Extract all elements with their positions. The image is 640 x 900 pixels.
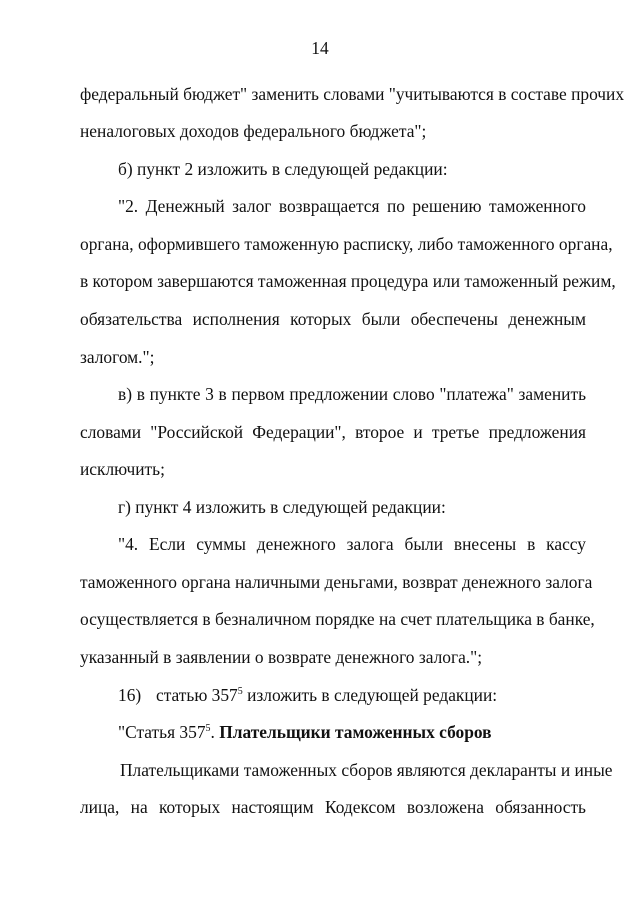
text-line: указанный в заявлении о возврате денежного залога.";	[80, 647, 483, 667]
text-line: словами "Российской Федерации", второе и третье предложения	[80, 422, 586, 442]
superscript: 5	[237, 686, 243, 697]
text-line: таможенного органа наличными деньгами, возврат денежного залога	[80, 572, 593, 592]
text-line: г) пункт 4 изложить в следующей редакции:	[118, 497, 446, 517]
text-line: залогом.";	[80, 347, 155, 367]
text-line: федеральный бюджет" заменить словами "учитываются в составе прочих	[80, 84, 625, 104]
text-line: в) в пункте 3 в первом предложении слово "платежа" заменить	[118, 384, 586, 404]
text-line: неналоговых доходов федерального бюджета";	[80, 121, 427, 141]
article-heading	[118, 722, 586, 742]
text-fragment: "Статья 357	[118, 722, 206, 742]
text-line: органа, оформившего таможенную расписку, либо таможенного органа,	[80, 234, 613, 254]
text-line: исключить;	[80, 459, 165, 479]
text-line	[118, 685, 586, 705]
text-fragment: статью 357	[156, 685, 238, 705]
superscript: 5	[205, 723, 211, 734]
text-fragment: .	[210, 722, 220, 742]
text-line: лица, на которых настоящим Кодексом возложена обязанность	[80, 797, 586, 817]
text-fragment: изложить в следующей редакции:	[242, 685, 498, 705]
text-line: обязательства исполнения которых были обеспечены денежным	[80, 309, 586, 329]
page-number: 14	[311, 38, 329, 58]
text-line: "2. Денежный залог возвращается по решению таможенного	[118, 196, 586, 216]
text-line: осуществляется в безналичном порядке на счет плательщика в банке,	[80, 609, 595, 629]
article-title: Плательщики таможенных сборов	[219, 722, 492, 742]
item-number: 16)	[118, 685, 142, 705]
text-line: б) пункт 2 изложить в следующей редакции:	[118, 159, 448, 179]
text-line: Плательщиками таможенных сборов являются декларанты и иные	[120, 760, 613, 780]
text-line: в котором завершаются таможенная процедура или таможенный режим,	[80, 271, 616, 291]
text-line: "4. Если суммы денежного залога были внесены в кассу	[118, 534, 586, 554]
